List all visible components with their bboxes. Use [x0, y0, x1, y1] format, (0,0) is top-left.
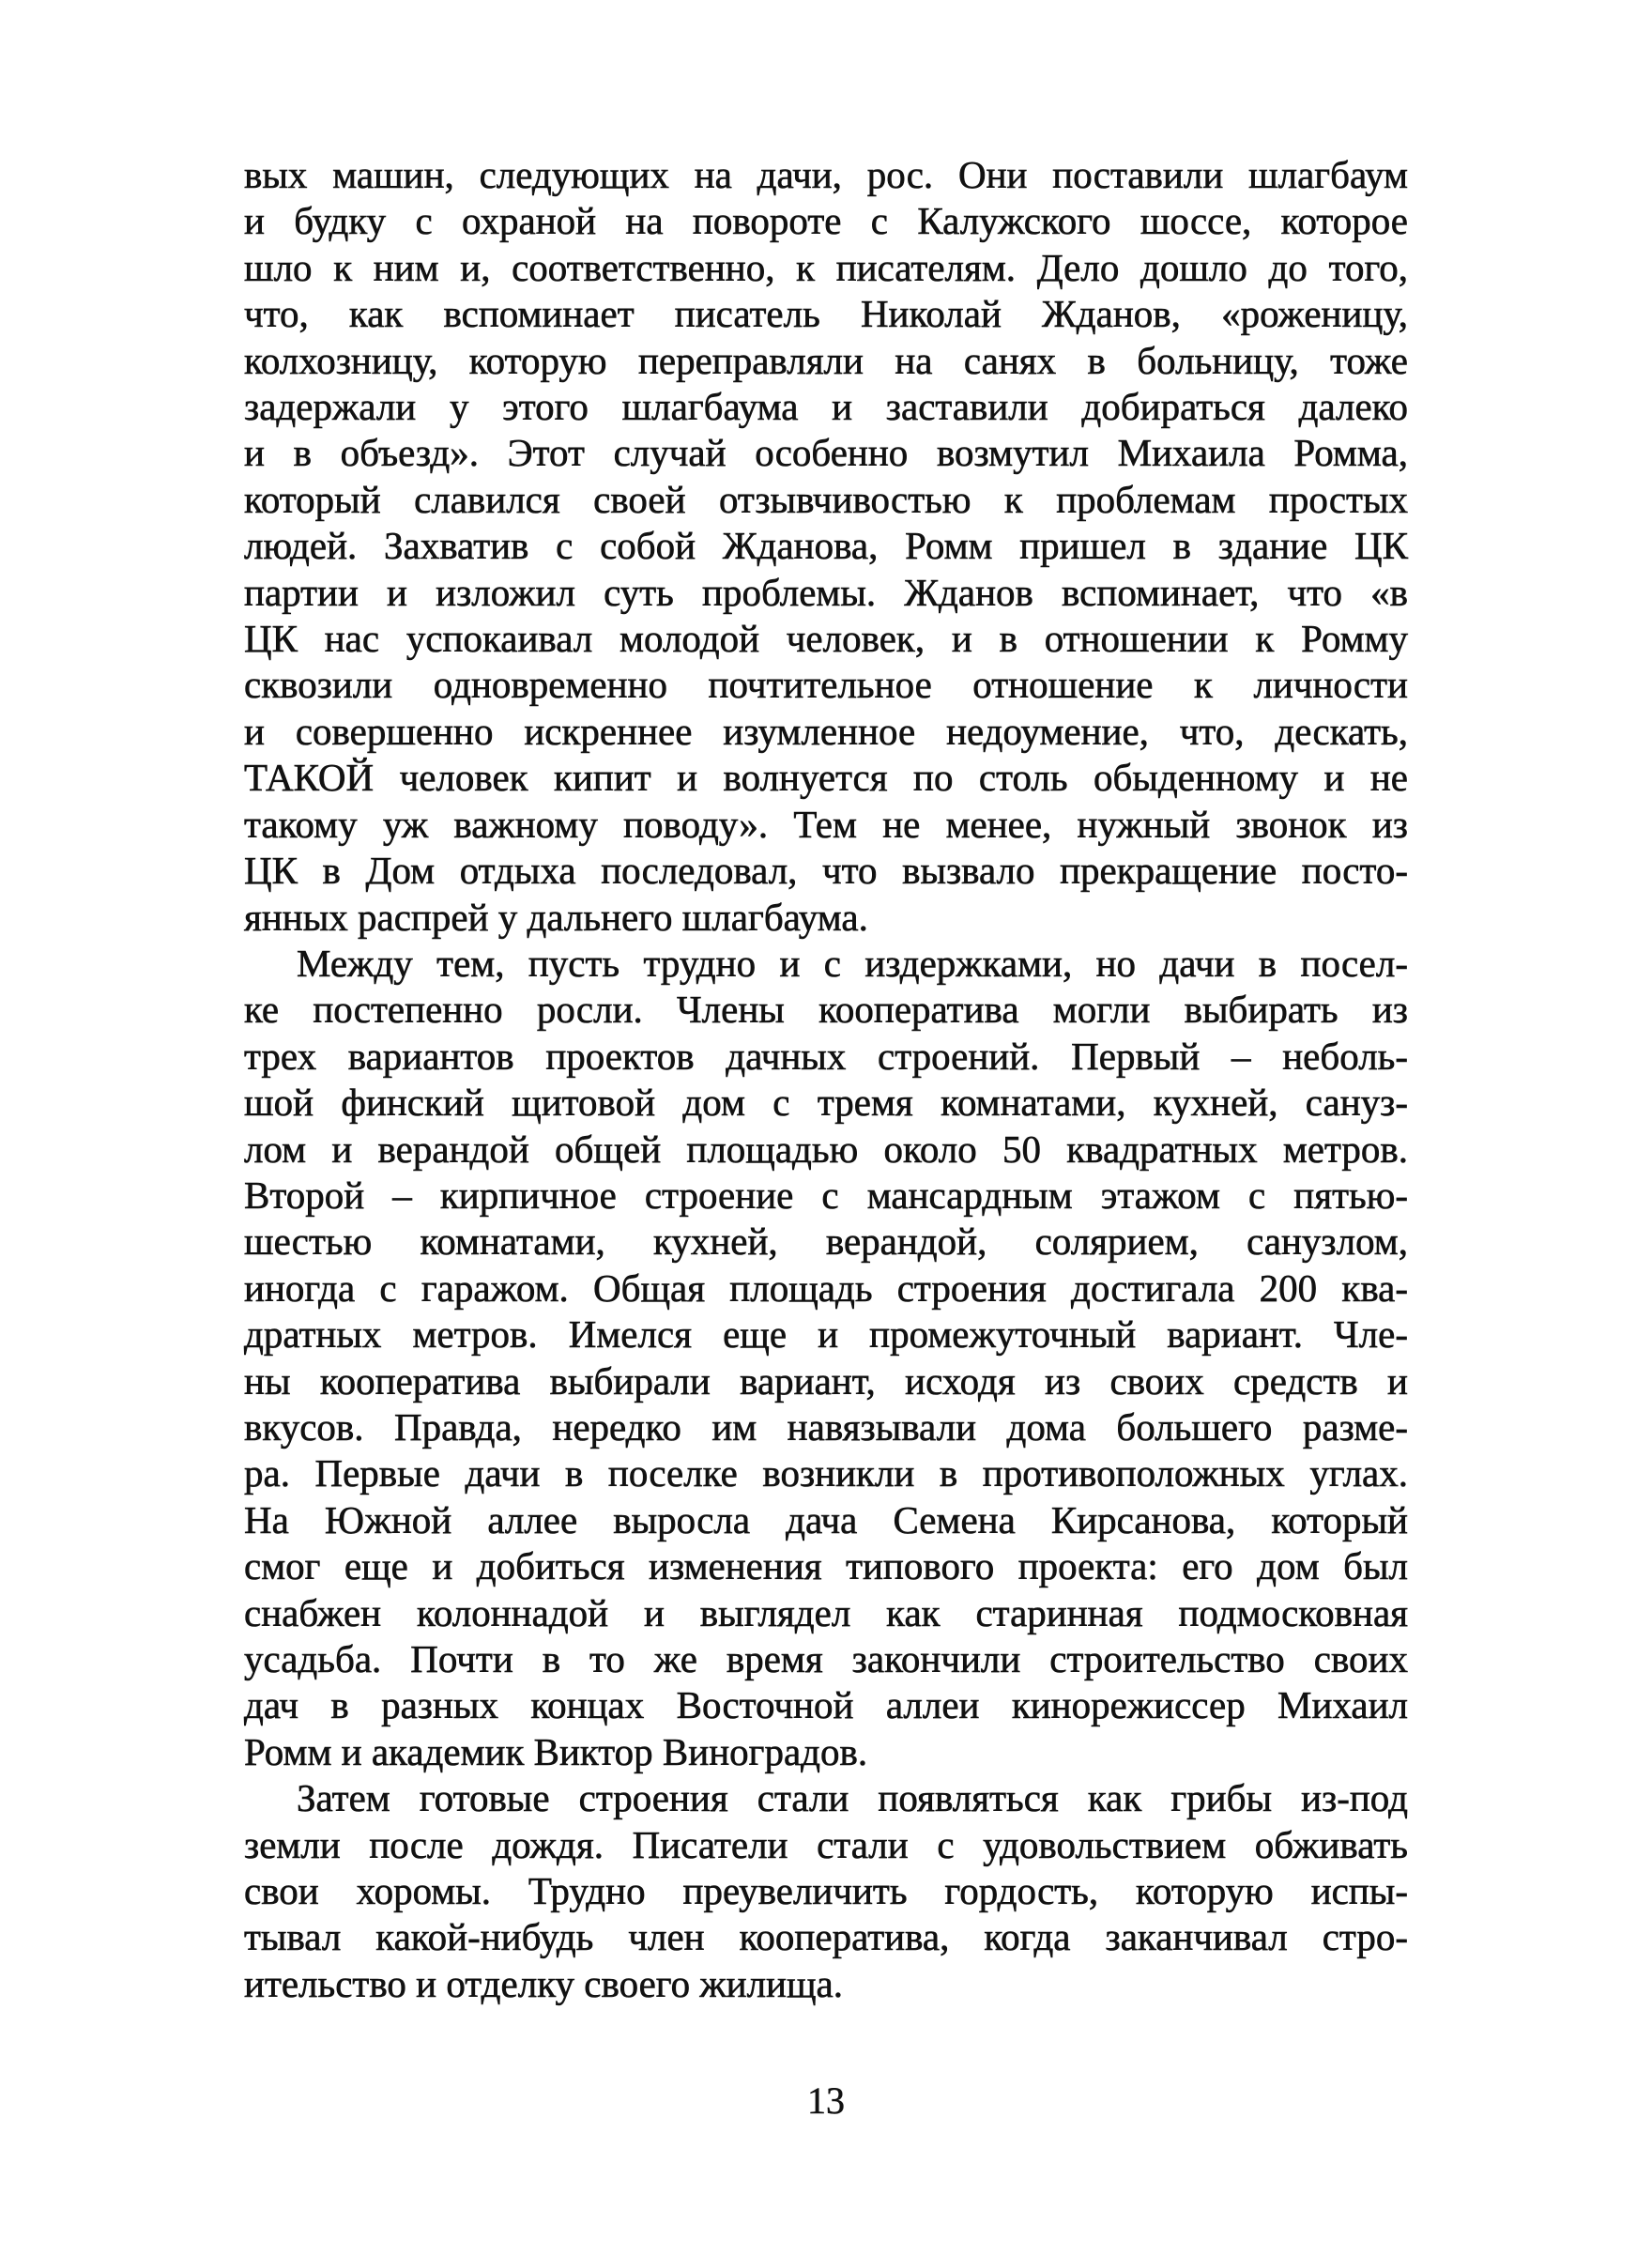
text-line: вых машин, следующих на дачи, рос. Они поставили шлагбаум [244, 153, 1408, 196]
paragraph-3 [244, 1775, 1408, 2007]
text-line: Затем готовые строения стали появляться как грибы из-под [297, 1776, 1408, 1820]
text-line: На Южной аллее выросла дача Семена Кирсанова, который [244, 1497, 1408, 1542]
text-line: ительство и отделку своего жилища. [244, 1961, 844, 2005]
text-line: и совершенно искреннее изумленное недоумение, что, дескать, [244, 709, 1408, 753]
text-line: и в объезд». Этот случай особенно возмутил Михаила Ромма, [244, 431, 1408, 475]
text-line: свои хоромы. Трудно преувеличить гордость, которую испы- [244, 1869, 1408, 1913]
text-line: ра. Первые дачи в поселке возникли в противоположных углах. [244, 1451, 1408, 1496]
text-line: задержали у этого шлагбаума и заставили добираться далеко [244, 385, 1408, 429]
text-line: колхозницу, которую переправляли на санях в больницу, тоже [244, 338, 1408, 382]
page-number: 13 [807, 2079, 845, 2122]
text-line: людей. Захватив с собой Жданова, Ромм пришел в здание ЦК [244, 524, 1408, 568]
text-line: шестью комнатами, кухней, верандой, солярием, санузлом, [244, 1220, 1408, 1264]
text-line: ке постепенно росли. Члены кооператива могли выбирать из [244, 988, 1408, 1032]
text-line: ЦК в Дом отдыха последовал, что вызвало прекращение посто- [244, 849, 1408, 893]
text-line: Ромм и академик Виктор Виноградов. [244, 1729, 868, 1773]
text-line: вкусов. Правда, нередко им навязывали дома большего разме- [244, 1404, 1408, 1449]
paragraph-1 [244, 152, 1408, 941]
text-line: шой финский щитовой дом с тремя комнатами, кухней, сануз- [244, 1081, 1408, 1125]
paragraph-2 [244, 941, 1408, 1775]
text-line: дач в разных концах Восточной аллеи кинорежиссер Михаил [244, 1683, 1408, 1727]
text-line: иногда с гаражом. Общая площадь строения достигала 200 ква- [244, 1266, 1408, 1310]
text-line: снабжен колоннадой и выглядел как старинная подмосковная [244, 1590, 1408, 1634]
text-line: смог еще и добиться изменения типового проекта: его дом был [244, 1544, 1408, 1588]
text-line: трех вариантов проектов дачных строений. Первый – неболь- [244, 1034, 1408, 1078]
text-line: Второй – кирпичное строение с мансардным этажом с пятью- [244, 1173, 1408, 1217]
text-line: такому уж важному поводу». Тем не менее, нужный звонок из [244, 802, 1408, 846]
text-line: сквозили одновременно почтительное отношение к личности [244, 663, 1408, 707]
text-line: ны кооператива выбирали вариант, исходя из своих средств и [244, 1358, 1408, 1403]
text-line: ЦК нас успокаивал молодой человек, и в отношении к Ромму [244, 617, 1408, 661]
text-line: усадьба. Почти в то же время закончили строительство своих [244, 1637, 1408, 1680]
text-line: шло к ним и, соответственно, к писателям. Дело дошло до того, [244, 245, 1408, 289]
page-body [244, 152, 1408, 2007]
text-line: что, как вспоминает писатель Николай Жданов, «роженицу, [244, 292, 1408, 336]
text-line: янных распрей у дальнего шлагбаума. [244, 895, 868, 939]
text-line: лом и верандой общей площадью около 50 квадратных метров. [244, 1127, 1408, 1171]
text-line: тывал какой-нибудь член кооператива, когда заканчивал стро- [244, 1915, 1408, 1959]
text-line: и будку с охраной на повороте с Калужского шоссе, которое [244, 199, 1408, 243]
text-line: ТАКОЙ человек кипит и волнуется по столь обыденному и не [244, 756, 1408, 800]
text-line: который славился своей отзывчивостью к проблемам простых [244, 477, 1408, 521]
text-line: земли после дождя. Писатели стали с удовольствием обживать [244, 1822, 1408, 1866]
text-line: партии и изложил суть проблемы. Жданов вспоминает, что «в [244, 570, 1408, 614]
text-line: дратных метров. Имелся еще и промежуточный вариант. Чле- [244, 1312, 1408, 1357]
text-line: Между тем, пусть трудно и с издержками, но дачи в посел- [297, 941, 1408, 985]
